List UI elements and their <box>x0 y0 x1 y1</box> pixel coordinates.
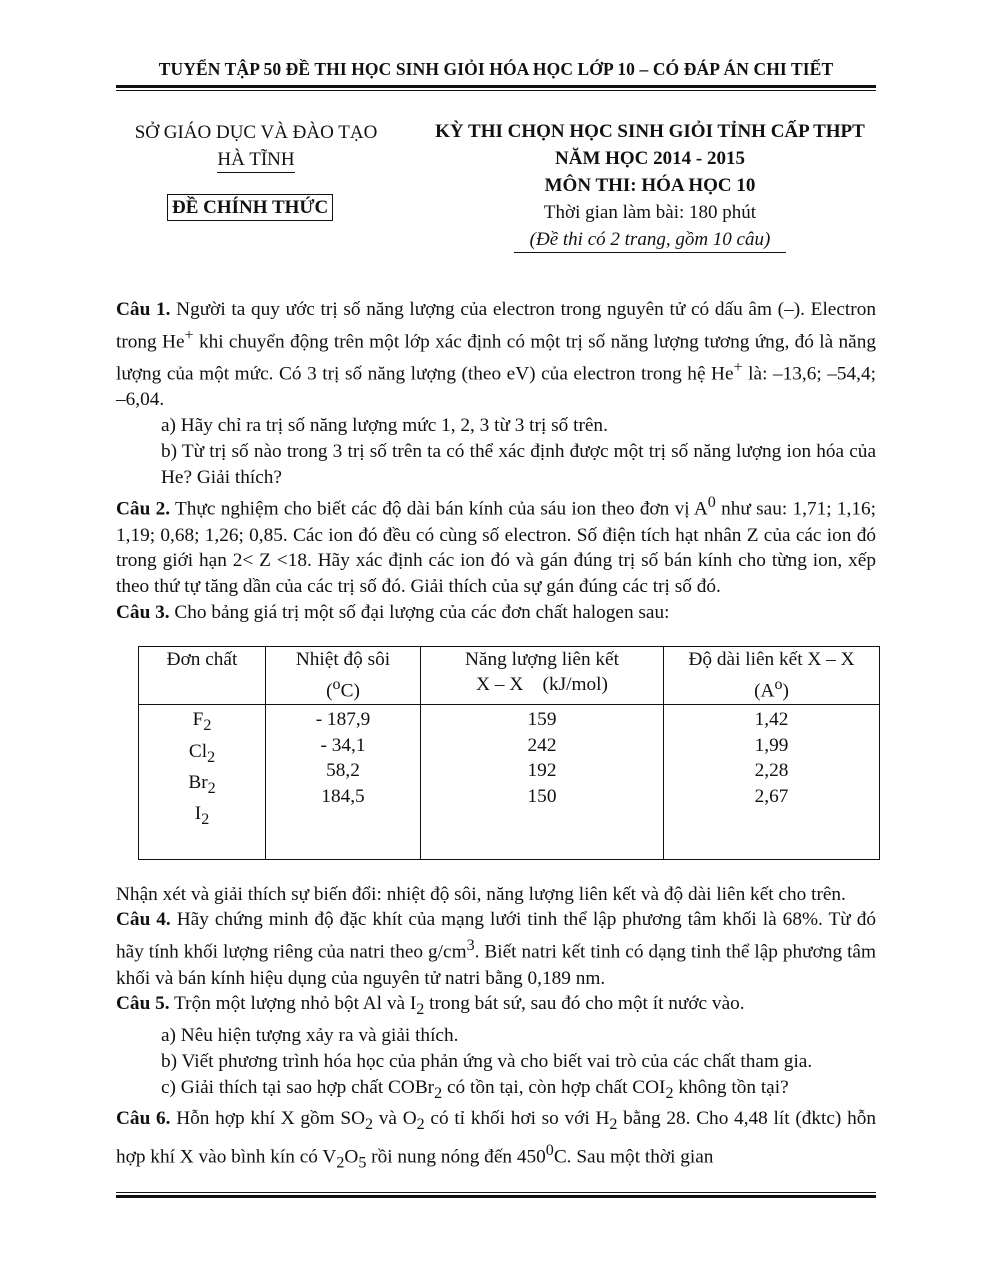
cell-text: 1,42 <box>754 709 789 731</box>
footer-rule <box>116 1195 876 1198</box>
question-text: rồi nung nóng đến 450 <box>366 1146 546 1168</box>
cell-text: 2,67 <box>754 785 789 807</box>
question-5-part-b: b) Viết phương trình hóa học của phản ứng và cho biết vai trò của các chất tham gia. <box>161 1050 813 1072</box>
question-1-part-b: b) Từ trị số nào trong 3 trị số trên ta có thể xác định được một trị số năng lượng ion hóa của He? Giải thích? <box>161 440 876 488</box>
superscript: + <box>184 326 194 344</box>
question-3 <box>116 600 876 626</box>
exam-note: (Đề thi có 2 trang, gồm 10 câu) <box>529 229 771 250</box>
school-year: NĂM HỌC 2014 - 2015 <box>555 148 745 169</box>
header-rule <box>116 85 876 88</box>
superscript: 0 <box>707 494 716 512</box>
question-5-part-a: a) Nêu hiện tượng xảy ra và giải thích. <box>161 1024 459 1046</box>
cell-text: 58,2 <box>326 760 360 782</box>
header-rule-thin <box>116 90 876 91</box>
cell-text: 150 <box>527 785 557 807</box>
column-header-element <box>139 646 266 704</box>
subscript: 5 <box>358 1154 367 1172</box>
header-text: Năng lượng liên kết <box>465 648 619 670</box>
question-label: Câu 2. <box>116 498 171 520</box>
question-text: Cho bảng giá trị một số đại lượng của các đơn chất halogen sau: <box>169 602 670 624</box>
question-5 <box>116 991 876 1023</box>
table-cell-bond-length <box>664 705 880 859</box>
question-label: Câu 6. <box>116 1108 171 1130</box>
cell-text: 192 <box>527 760 557 782</box>
superscript: o <box>774 676 783 694</box>
header-text: Độ dài liên kết X – X <box>688 648 855 670</box>
question-text: là: –13,6; –54,4; –6,04. <box>116 363 876 411</box>
header-text: Nhiệt độ sôi <box>295 648 391 670</box>
subscript: 2 <box>201 811 210 829</box>
question-5-part-c <box>116 1075 876 1107</box>
question-text: có tỉ khối hơi so với H <box>424 1108 610 1130</box>
question-label: Câu 5. <box>116 993 170 1015</box>
question-text: Thực nghiệm cho biết các độ dài bán kính của sáu ion theo đơn vị A <box>170 498 708 520</box>
department-name: SỞ GIÁO DỤC VÀ ĐÀO TẠO <box>134 122 378 143</box>
subscript: 2 <box>336 1154 345 1172</box>
superscript: 0 <box>545 1141 554 1159</box>
question-text: Người ta quy ước trị số năng lượng của electron trong nguyên tử có dấu âm (–). Electron trong He <box>116 299 876 353</box>
cell-text: Br <box>188 771 208 793</box>
header-text: Đơn chất <box>166 648 238 670</box>
cell-text: - 34,1 <box>320 734 366 756</box>
province-name: HÀ TĨNH <box>217 148 294 173</box>
cell-text: I <box>194 803 202 825</box>
cell-text: 184,5 <box>321 785 365 807</box>
header-text: ) <box>782 680 789 702</box>
question-6 <box>116 1106 876 1176</box>
question-text: Hỗn hợp khí X gồm SO <box>170 1108 365 1130</box>
question-text: trong bát sứ, sau đó cho một ít nước vào. <box>424 993 745 1015</box>
question-text: . Biết natri kết tinh có dạng tinh thể lập phương tâm khối và bán kính hiệu dụng của nguyên tử natri bằng 0,189 nm. <box>116 941 876 989</box>
question-text: C. Sau một thời gian <box>553 1146 714 1168</box>
question-text: và O <box>373 1108 417 1130</box>
question-text: Hãy chứng minh độ đặc khít của mạng lưới tinh thể lập phương tâm khối là 68%. Từ đó hãy tính khối lượng riêng của natri theo g/cm <box>116 909 876 963</box>
subscript: 2 <box>203 717 212 735</box>
question-2 <box>116 490 876 600</box>
exam-duration: Thời gian làm bài: 180 phút <box>543 202 757 223</box>
question-label: Câu 1. <box>116 299 171 320</box>
question-text: khi chuyển động trên một lớp xác định có một trị số năng lượng tương ứng, đó là năng lượng của một mức. Có 3 trị số năng lượng (theo eV) của electron trong hệ He <box>116 331 876 385</box>
question-label: Câu 4. <box>116 909 171 931</box>
footer-rule-thin <box>116 1192 876 1193</box>
subscript: 2 <box>416 1001 425 1019</box>
cell-text: 159 <box>527 709 557 731</box>
cell-text: - 187,9 <box>315 709 371 731</box>
exam-info-block <box>400 118 900 253</box>
question-text: Trộn một lượng nhỏ bột Al và I <box>169 993 417 1015</box>
question-3-comment: Nhận xét và giải thích sự biến đổi: nhiệt độ sôi, năng lượng liên kết và độ dài liên kết cho trên. <box>116 883 846 905</box>
question-text: có tồn tại, còn hợp chất COI <box>442 1076 666 1098</box>
subscript: 2 <box>207 779 216 797</box>
document-header-title: TUYỂN TẬP 50 ĐỀ THI HỌC SINH GIỎI HÓA HỌC LỚP 10 – CÓ ĐÁP ÁN CHI TIẾT <box>158 59 834 79</box>
subscript: 2 <box>365 1116 374 1134</box>
cell-text: 242 <box>527 734 557 756</box>
question-text: O <box>344 1146 359 1168</box>
header-text: ( <box>326 680 333 702</box>
exam-body <box>116 297 876 1176</box>
subscript: 2 <box>416 1116 425 1134</box>
question-label: Câu 3. <box>116 602 170 624</box>
exam-info-rule <box>514 252 786 253</box>
table-cell-boiling-point <box>266 705 421 859</box>
official-exam-label: ĐỀ CHÍNH THỨC <box>167 194 333 221</box>
question-text: bằng 28. Cho 4,48 lít (đktc) hỗn hợp khí X vào bình kín có V <box>116 1108 877 1168</box>
superscript: 3 <box>466 937 475 955</box>
halogen-table <box>138 646 880 860</box>
subscript: 2 <box>207 748 216 766</box>
question-text: như sau: 1,71; 1,16; 1,19; 0,68; 1,26; 0,85. Các ion đó đều có cùng số electron. Số điện tích hạt nhân Z của các ion đó trong giới hạn 2< Z <18. Hãy xác định các ion đó và gán đúng trị số bán kính cho từng ion, xếp theo thứ tự tăng dần của các trị số đó. Giải thích của sự gán đúng các trị số đó. <box>116 498 876 598</box>
table-cell-element <box>139 705 266 859</box>
header-text: C) <box>340 680 360 702</box>
exam-subject: MÔN THI: HÓA HỌC 10 <box>544 175 756 196</box>
exam-name: KỲ THI CHỌN HỌC SINH GIỎI TỈNH CẤP THPT <box>435 121 865 142</box>
question-1 <box>116 297 876 413</box>
question-4 <box>116 907 876 991</box>
column-header-bond-length <box>664 646 880 704</box>
header-text: (A <box>754 680 775 702</box>
table-header-row <box>139 646 880 704</box>
cell-text: Cl <box>188 740 208 762</box>
department-block <box>118 119 394 173</box>
superscript: + <box>733 359 743 377</box>
table-cell-bond-energy <box>421 705 664 859</box>
subscript: 2 <box>609 1116 618 1134</box>
column-header-bond-energy <box>421 646 664 704</box>
cell-text: F <box>192 709 204 731</box>
subscript: 2 <box>434 1084 443 1102</box>
subscript: 2 <box>665 1084 674 1102</box>
table-row <box>139 705 880 859</box>
column-header-boiling-point <box>266 646 421 704</box>
cell-text: 2,28 <box>754 760 789 782</box>
cell-text: 1,99 <box>754 734 789 756</box>
superscript: o <box>332 676 341 694</box>
header-text: X – X (kJ/mol) <box>476 674 608 696</box>
question-1-part-a: a) Hãy chỉ ra trị số năng lượng mức 1, 2, 3 từ 3 trị số trên. <box>161 415 608 437</box>
question-text: không tồn tại? <box>673 1076 789 1098</box>
question-text: c) Giải thích tại sao hợp chất COBr <box>161 1076 435 1098</box>
